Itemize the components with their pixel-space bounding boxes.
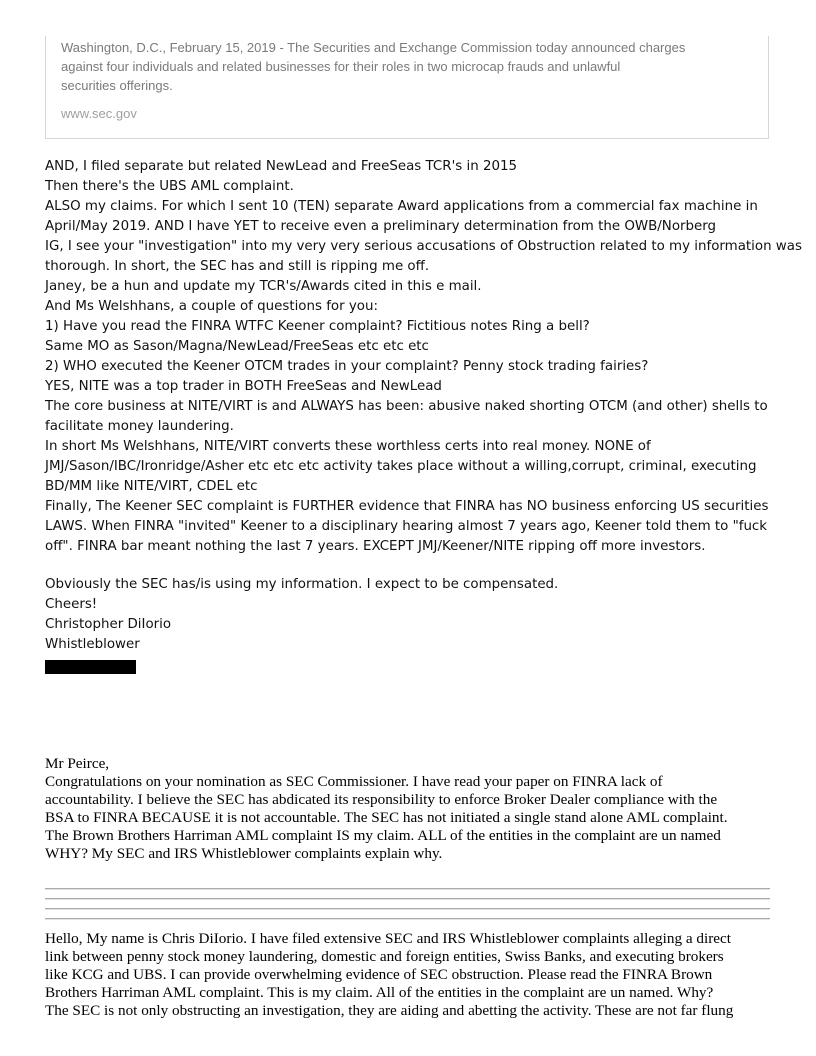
closing-line: Obviously the SEC has/is using my information. I expect to be compensated. <box>45 577 559 592</box>
closing-line: Cheers! <box>45 597 98 612</box>
link-preview-summary <box>61 38 753 95</box>
summary-line: Washington, D.C., February 15, 2019 - The Securities and Exchange Commission today announced charges <box>61 40 686 55</box>
email-line: ALSO my claims. For which I sent 10 (TEN) separate Award applications from a commercial fax machine in <box>45 199 758 214</box>
email-line: The core business at NITE/VIRT is and ALWAYS has been: abusive naked shorting OTCM (and other) shells to <box>45 399 768 414</box>
email-line: thorough. In short, the SEC has and still is ripping me off. <box>45 259 430 274</box>
letter-line: BSA to FINRA BECAUSE it is not accountable. The SEC has not initiated a single stand alone AML complaint. <box>45 809 728 826</box>
separator-rule <box>45 918 770 920</box>
letter-line: link between penny stock money laundering, domestic and foreign entities, Swiss Banks, and executing brokers <box>45 948 724 965</box>
link-preview-domain[interactable]: www.sec.gov <box>61 106 137 121</box>
letter-line: Hello, My name is Chris DiIorio. I have filed extensive SEC and IRS Whistleblower complaints alleging a direct <box>45 930 731 947</box>
email-line: off". FINRA bar meant nothing the last 7 years. EXCEPT JMJ/Keener/NITE ripping off more investors. <box>45 539 706 554</box>
email-line: AND, I filed separate but related NewLead and FreeSeas TCR's in 2015 <box>45 159 518 174</box>
email-line: LAWS. When FINRA "invited" Keener to a disciplinary hearing almost 7 years ago, Keener told them to "fuck <box>45 519 768 534</box>
letter-line: Brothers Harriman AML complaint. This is my claim. All of the entities in the complaint are un named. Why? <box>45 984 714 1001</box>
signature-name: Christopher DiIorio <box>45 617 172 632</box>
letter-line: Congratulations on your nomination as SEC Commissioner. I have read your paper on FINRA lack of <box>45 773 663 790</box>
letter-line: like KCG and UBS. I can provide overwhelming evidence of SEC obstruction. Please read the FINRA Brown <box>45 966 713 983</box>
email-line: Janey, be a hun and update my TCR's/Awards cited in this e mail. <box>45 279 482 294</box>
salutation: Mr Peirce, <box>45 755 110 772</box>
email-line: 1) Have you read the FINRA WTFC Keener complaint? Fictitious notes Ring a bell? <box>45 319 590 334</box>
email-line: In short Ms Welshhans, NITE/VIRT converts these worthless certs into real money. NONE of <box>45 439 651 454</box>
summary-line: securities offerings. <box>61 78 173 93</box>
separator-rules <box>45 888 770 928</box>
letter-peirce <box>45 755 775 863</box>
email-line: Then there's the UBS AML complaint. <box>45 179 294 194</box>
email-line: facilitate money laundering. <box>45 419 234 434</box>
letter-line: WHY? My SEC and IRS Whistleblower complaints explain why. <box>45 845 443 862</box>
signature-title: Whistleblower <box>45 637 140 652</box>
separator-rule <box>45 888 770 890</box>
email-body <box>45 157 802 655</box>
email-line: Same MO as Sason/Magna/NewLead/FreeSeas etc etc etc <box>45 339 429 354</box>
email-line: 2) WHO executed the Keener OTCM trades in your complaint? Penny stock trading fairies? <box>45 359 649 374</box>
letter-line: accountability. I believe the SEC has abdicated its responsibility to enforce Broker Dealer compliance with the <box>45 791 718 808</box>
letter-line: The SEC is not only obstructing an investigation, they are aiding and abetting the activity. These are not far flung <box>45 1002 734 1019</box>
email-line: BD/MM like NITE/VIRT, CDEL etc <box>45 479 258 494</box>
email-line: YES, NITE was a top trader in BOTH FreeSeas and NewLead <box>45 379 442 394</box>
letter-intro <box>45 930 775 1020</box>
email-line: IG, I see your "investigation" into my very very serious accusations of Obstruction related to my information was <box>45 239 802 254</box>
separator-rule <box>45 908 770 910</box>
summary-line: against four individuals and related businesses for their roles in two microcap frauds and unlawful <box>61 59 621 74</box>
link-preview-card[interactable] <box>45 36 769 139</box>
email-line: And Ms Welshhans, a couple of questions for you: <box>45 299 378 314</box>
email-line: JMJ/Sason/IBC/Ironridge/Asher etc etc etc activity takes place without a willing,corrupt, criminal, executing <box>45 459 757 474</box>
letter-line: The Brown Brothers Harriman AML complaint IS my claim. ALL of the entities in the complaint are un named <box>45 827 721 844</box>
redaction-bar <box>45 660 136 674</box>
email-line: Finally, The Keener SEC complaint is FURTHER evidence that FINRA has NO business enforcing US securities <box>45 499 769 514</box>
email-line: April/May 2019. AND I have YET to receive even a preliminary determination from the OWB/Norberg <box>45 219 717 234</box>
separator-rule <box>45 898 770 900</box>
